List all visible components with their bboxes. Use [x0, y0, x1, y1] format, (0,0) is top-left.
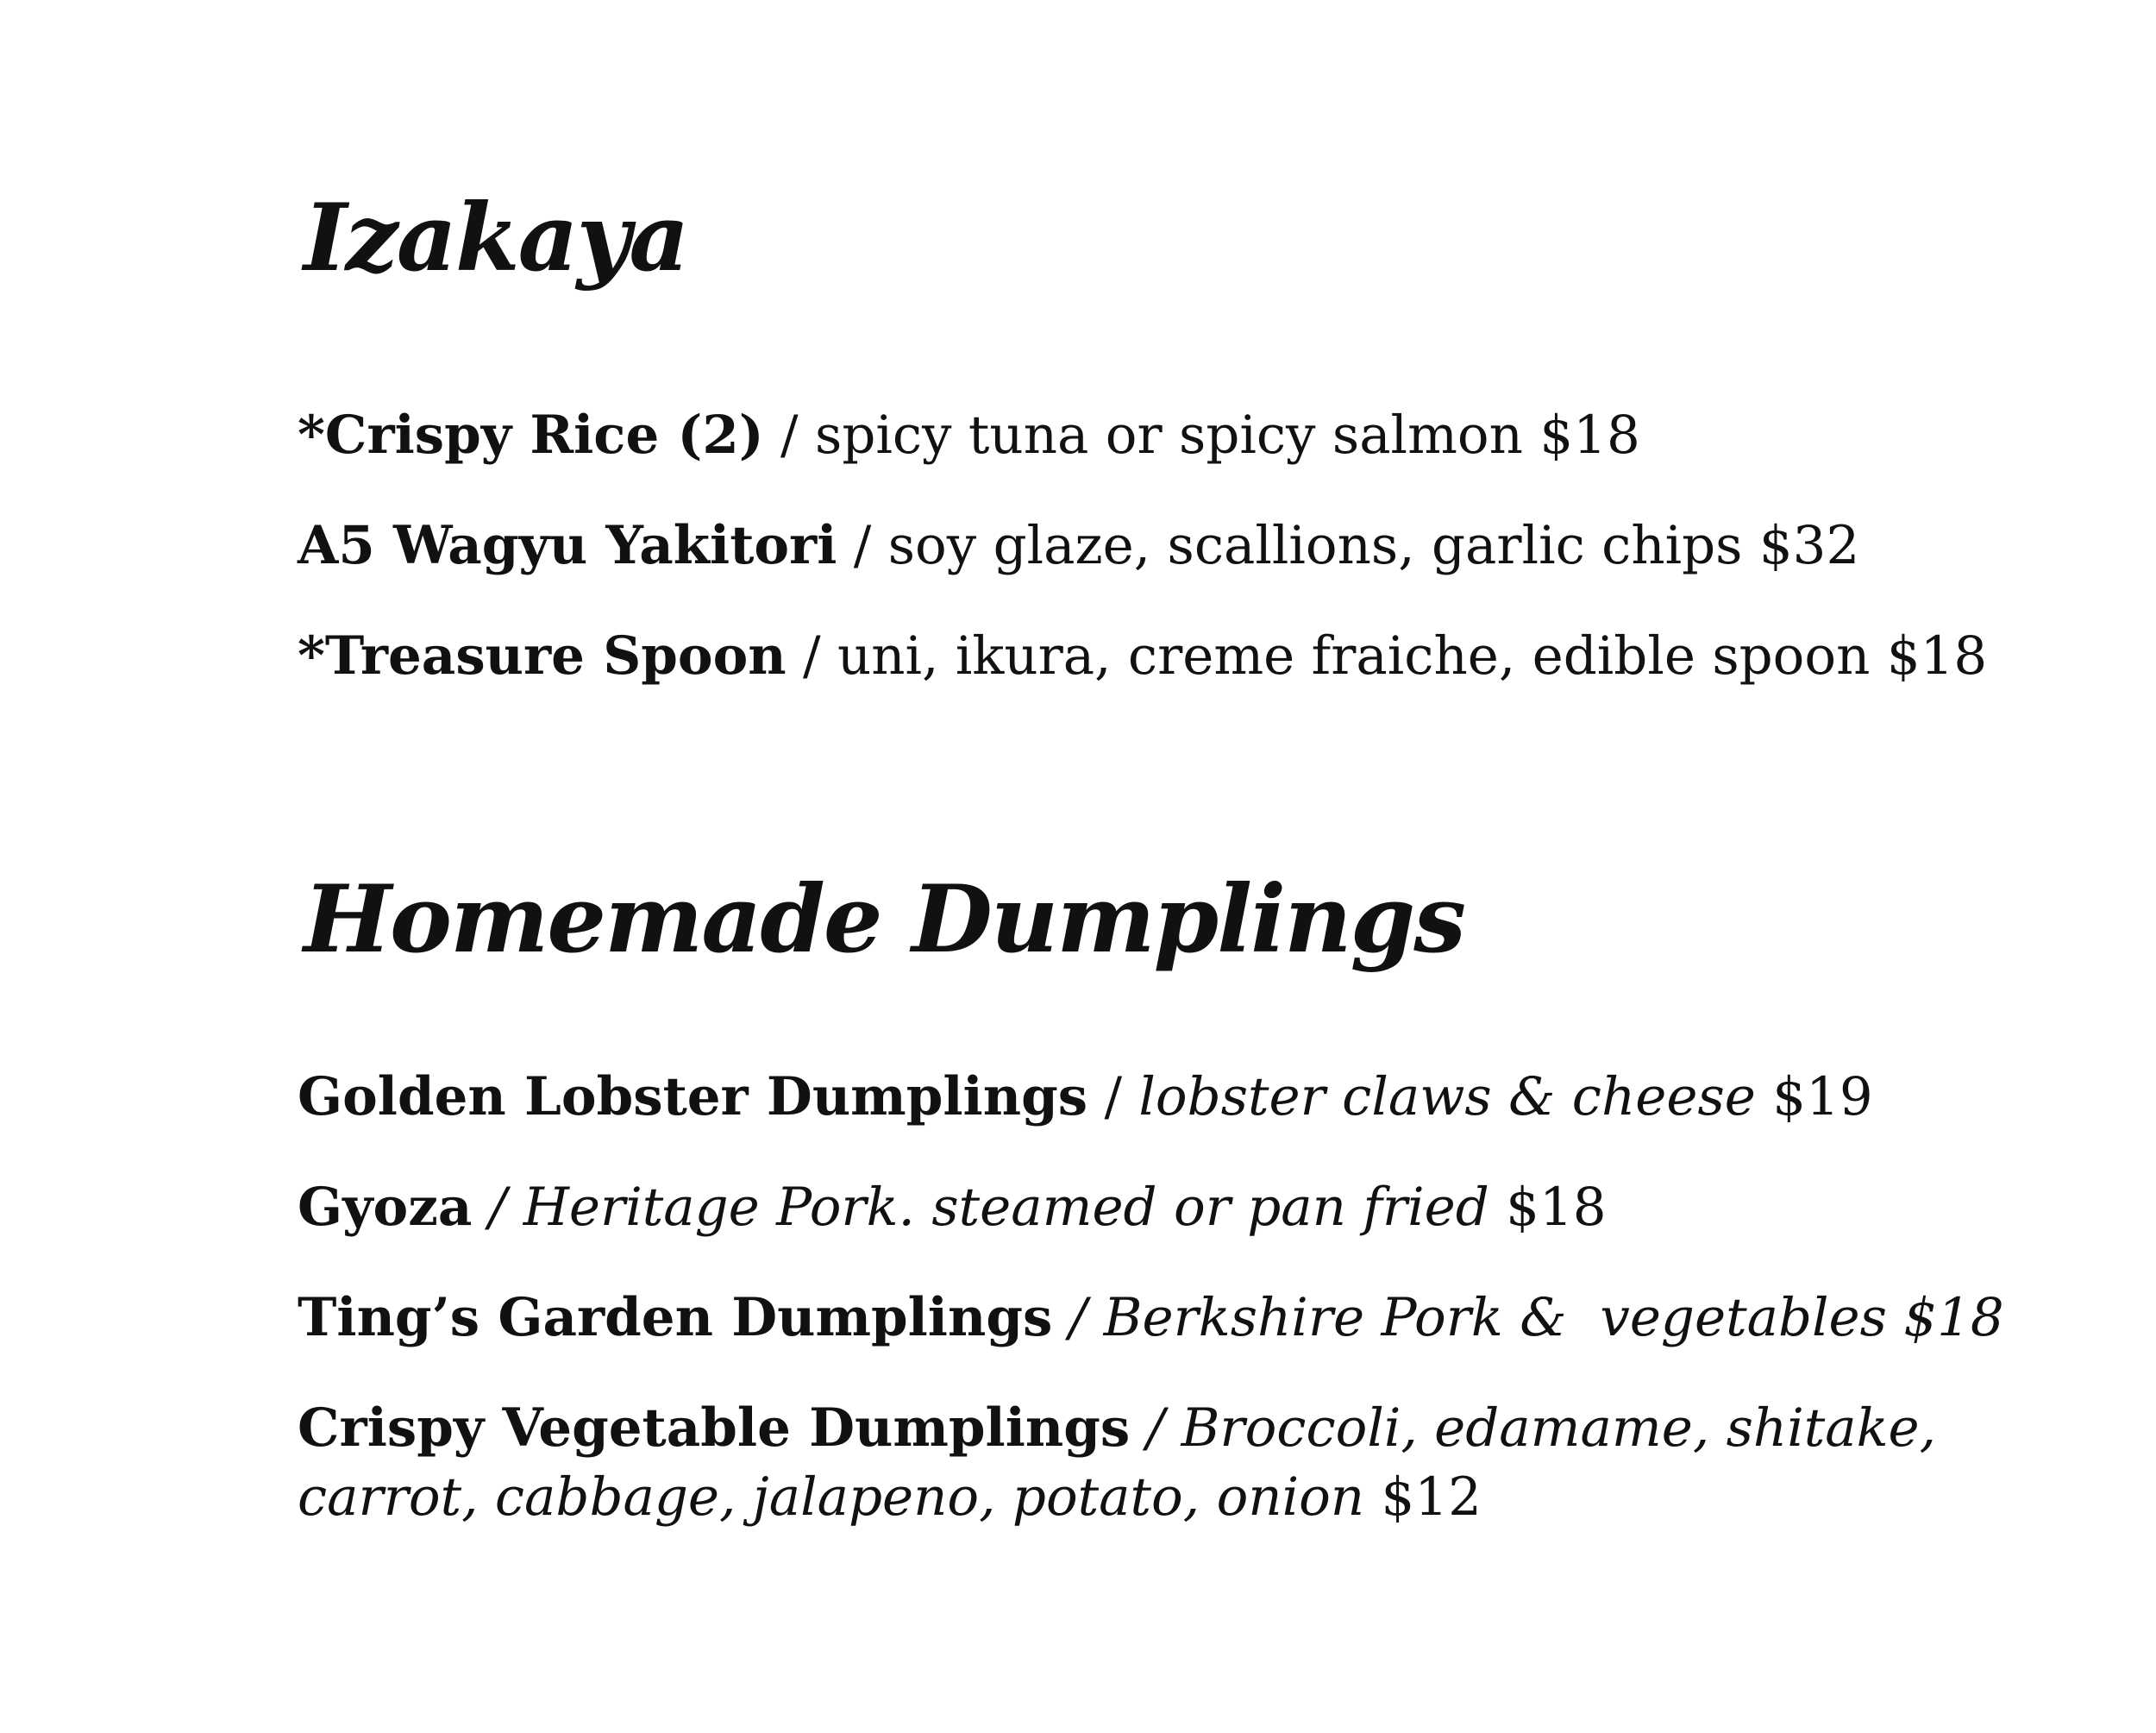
item-price: $12 — [1381, 1466, 1482, 1528]
item-name: *Treasure Spoon — [298, 625, 787, 687]
menu-item-tings-garden-dumplings — [298, 1284, 2004, 1353]
item-price: $18 — [1506, 1177, 1607, 1238]
item-line-1 — [298, 1394, 1936, 1463]
item-name: Crispy Vegetable Dumplings — [298, 1397, 1131, 1459]
item-description: Berkshire Pork & vegetables $18 — [1103, 1287, 2004, 1348]
section-title-izakaya: Izakaya — [304, 184, 688, 292]
item-separator: / — [1130, 1397, 1181, 1459]
item-separator: / — [472, 1177, 523, 1238]
item-name: *Crispy Rice (2) — [298, 405, 764, 466]
item-name: Gyoza — [298, 1177, 473, 1238]
item-line-2 — [298, 1463, 1936, 1532]
menu-item-treasure-spoon — [298, 622, 1987, 691]
item-separator: / — [837, 515, 888, 576]
menu-item-wagyu-yakitori — [298, 512, 1859, 581]
item-description: uni, ikura, creme fraiche, edible spoon — [837, 625, 1871, 687]
menu-item-crispy-vegetable-dumplings — [298, 1394, 1936, 1532]
item-description: spicy tuna or spicy salmon — [815, 405, 1523, 466]
item-separator: / — [763, 405, 816, 466]
item-name: Ting’s Garden Dumplings — [298, 1287, 1053, 1348]
menu-item-crispy-rice — [298, 401, 1640, 470]
item-description: Broccoli, edamame, shitake, — [1181, 1397, 1937, 1459]
item-description: lobster claws & cheese — [1138, 1066, 1756, 1127]
item-separator: / — [786, 625, 837, 687]
item-price: $18 — [1886, 625, 1988, 687]
item-description: soy glaze, scallions, garlic chips — [887, 515, 1743, 576]
item-separator: / — [1052, 1287, 1104, 1348]
menu-item-gyoza — [298, 1173, 1607, 1242]
item-price: $32 — [1758, 515, 1860, 576]
menu-item-golden-lobster-dumplings — [298, 1063, 1873, 1132]
item-name: Golden Lobster Dumplings — [298, 1066, 1088, 1127]
item-description: Heritage Pork. steamed or pan fried — [523, 1177, 1489, 1238]
section-title-dumplings: Homemade Dumplings — [304, 865, 1465, 974]
item-price: $18 — [1539, 405, 1640, 466]
item-name: A5 Wagyu Yakitori — [298, 515, 837, 576]
item-separator: / — [1087, 1066, 1139, 1127]
item-description-continued: carrot, cabbage, jalapeno, potato, onion — [298, 1466, 1365, 1528]
item-price: $19 — [1772, 1066, 1873, 1127]
